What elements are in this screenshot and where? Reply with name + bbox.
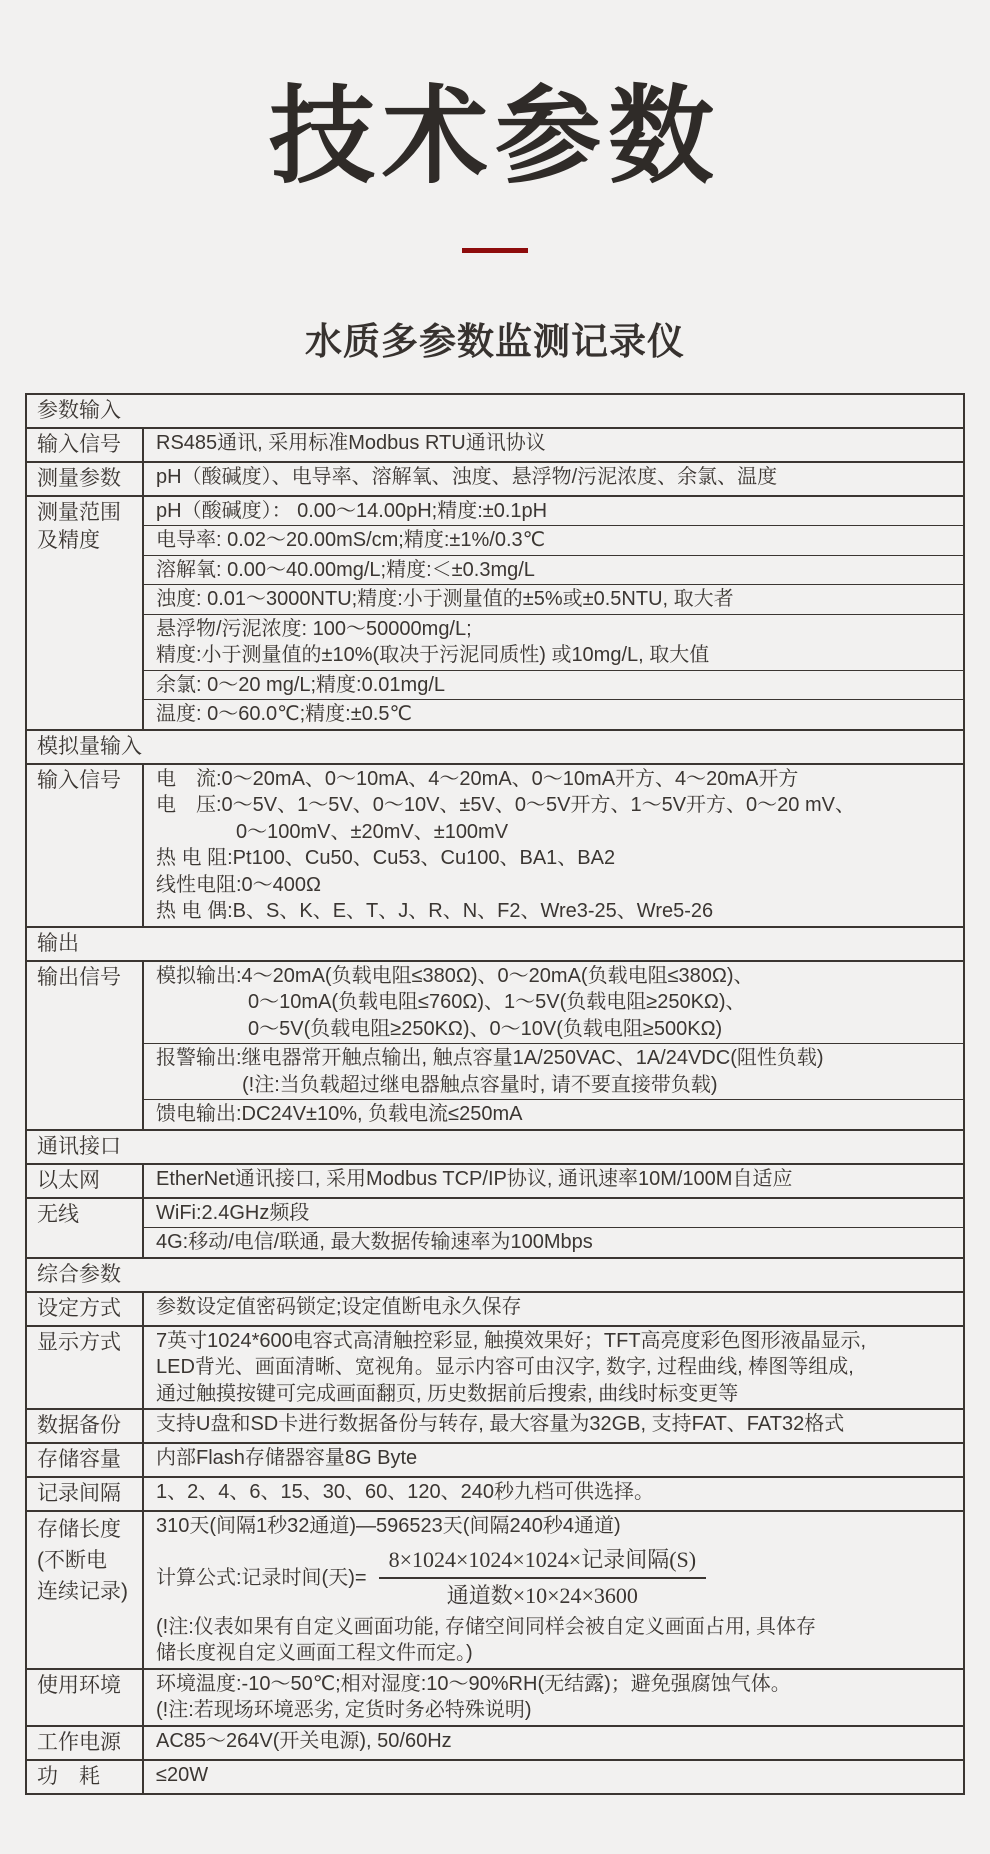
value-line: 0～100mV、±20mV、±100mV (236, 820, 509, 843)
row-label-line: 输出信号 (37, 965, 121, 989)
row-label-line: 输入信号 (37, 432, 121, 456)
row-value (143, 1669, 964, 1726)
value-line: 电 压:0～5V、1～5V、0～10V、±5V、0～5V开方、1～5V开方、0～20 mV、 (156, 794, 855, 817)
value-line: 310天(间隔1秒32通道)—596523天(间隔240秒4通道) (156, 1515, 621, 1538)
row-value (143, 1198, 964, 1228)
value-line: 环境温度:-10～50℃;相对湿度:10～90%RH(无结露)；避免强腐蚀气体。 (156, 1672, 791, 1695)
section-label: 通讯接口 (26, 1130, 964, 1164)
row-value (143, 1228, 964, 1258)
value-line: pH（酸碱度）、电导率、溶解氧、浊度、悬浮物/污泥浓度、余氯、温度 (156, 465, 778, 488)
value-line: 温度: 0～60.0℃;精度:±0.5℃ (156, 703, 412, 726)
section-label: 综合参数 (26, 1258, 964, 1292)
value-line: 支持U盘和SD卡进行数据备份与转存, 最大容量为32GB, 支持FAT、FAT32格式 (156, 1413, 845, 1436)
value-line: 余氯: 0～20 mg/L;精度:0.01mg/L (156, 673, 446, 696)
title-divider (462, 248, 528, 253)
section-row (26, 394, 964, 428)
value-line: 0～5V(负载电阻≥250KΩ)、0～10V(负载电阻≥500KΩ) (248, 1017, 723, 1040)
row-value (143, 1511, 964, 1669)
value-line: 7英寸1024*600电容式高清触控彩显, 触摸效果好；TFT高亮度彩色图形液晶显示, (156, 1329, 867, 1352)
row-label-line: 设定方式 (37, 1296, 121, 1320)
row-value (143, 1044, 964, 1100)
value-line: RS485通讯, 采用标准Modbus RTU通讯协议 (156, 431, 546, 454)
section-label: 模拟量输入 (26, 730, 964, 764)
section-row (26, 1258, 964, 1292)
spec-row (26, 1443, 964, 1477)
row-value (143, 1726, 964, 1760)
spec-row (26, 1669, 964, 1726)
row-label-line: 测量范围 (37, 500, 121, 524)
row-value (143, 1164, 964, 1198)
value-line: 模拟输出:4～20mA(负载电阻≤380Ω)、0～20mA(负载电阻≤380Ω)、 (156, 964, 754, 987)
row-label-line: 工作电源 (37, 1730, 121, 1754)
spec-row (26, 764, 964, 927)
value-line: 4G:移动/电信/联通, 最大数据传输速率为100Mbps (156, 1231, 593, 1254)
row-label-line: 及精度 (37, 528, 100, 552)
value-line: 0～10mA(负载电阻≤760Ω)、1～5V(负载电阻≥250KΩ)、 (248, 991, 746, 1014)
value-line: LED背光、画面清晰、宽视角。显示内容可由汉字, 数字, 过程曲线, 棒图等组成, (156, 1356, 854, 1379)
spec-row (26, 526, 964, 556)
spec-row (26, 585, 964, 615)
value-line: ≤20W (156, 1763, 209, 1786)
value-line: 线性电阻:0～400Ω (156, 873, 321, 896)
section-label: 参数输入 (26, 394, 964, 428)
row-value (143, 614, 964, 670)
row-label-line: 显示方式 (37, 1330, 121, 1354)
value-line: 通过触摸按键可完成画面翻页, 历史数据前后搜索, 曲线时标变更等 (156, 1382, 739, 1405)
row-value (143, 462, 964, 496)
row-label-line: 数据备份 (37, 1414, 121, 1438)
spec-table (25, 393, 965, 1795)
row-label (26, 1726, 143, 1760)
formula-fraction (379, 1548, 707, 1608)
spec-row (26, 428, 964, 462)
value-line: (!注:当负载超过继电器触点容量时, 请不要直接带负载) (242, 1073, 718, 1096)
row-label-line: (不断电 (37, 1549, 107, 1573)
section-row (26, 730, 964, 764)
spec-row (26, 1409, 964, 1443)
value-line: 报警输出:继电器常开触点输出, 触点容量1A/250VAC、1A/24VDC(阻性负载) (156, 1047, 824, 1070)
formula-numerator: 8×1024×1024×1024×记录间隔(S) (379, 1548, 707, 1579)
row-value (143, 1443, 964, 1477)
row-value (143, 1326, 964, 1410)
row-label-line: 功 耗 (37, 1764, 100, 1788)
section-label: 输出 (26, 927, 964, 961)
section-row (26, 1130, 964, 1164)
row-value (143, 1477, 964, 1511)
row-value (143, 1409, 964, 1443)
row-label-line: 无线 (37, 1202, 79, 1226)
row-value (143, 670, 964, 700)
value-line: 1、2、4、6、15、30、60、120、240秒九档可供选择。 (156, 1481, 654, 1504)
spec-row (26, 1760, 964, 1794)
spec-row (26, 1292, 964, 1326)
row-label (26, 1198, 143, 1258)
row-label-line: 连续记录) (37, 1580, 128, 1604)
row-value (143, 428, 964, 462)
row-label-line: 记录间隔 (37, 1482, 121, 1506)
spec-row (26, 700, 964, 730)
value-line: (!注:若现场环境恶劣, 定货时务必特殊说明) (156, 1699, 532, 1722)
product-name: 水质多参数监测记录仪 (305, 320, 685, 362)
row-value (143, 764, 964, 927)
spec-row (26, 1198, 964, 1228)
value-line: (!注:仪表如果有自定义画面功能, 存储空间同样会被自定义画面占用, 具体存 (156, 1615, 816, 1638)
spec-row (26, 1477, 964, 1511)
formula-prefix: 计算公式:记录时间(天)= (156, 1566, 367, 1589)
row-label (26, 496, 143, 730)
row-label (26, 428, 143, 462)
row-label (26, 1669, 143, 1726)
row-label (26, 1511, 143, 1669)
row-label (26, 1443, 143, 1477)
value-line: 热 电 阻:Pt100、Cu50、Cu53、Cu100、BA1、BA2 (156, 847, 616, 870)
value-line: pH（酸碱度）： 0.00～14.00pH;精度:±0.1pH (156, 499, 548, 522)
value-line: WiFi:2.4GHz频段 (156, 1201, 310, 1224)
row-label (26, 764, 143, 927)
value-line: 内部Flash存储器容量8G Byte (156, 1447, 418, 1470)
spec-row (26, 961, 964, 1044)
spec-row (26, 1228, 964, 1258)
spec-row (26, 1164, 964, 1198)
value-line: 参数设定值密码锁定;设定值断电永久保存 (156, 1295, 522, 1318)
row-label-line: 使用环境 (37, 1673, 121, 1697)
spec-row (26, 555, 964, 585)
section-row (26, 927, 964, 961)
row-label (26, 1292, 143, 1326)
row-label (26, 1760, 143, 1794)
row-label (26, 1326, 143, 1410)
spec-row (26, 614, 964, 670)
spec-row (26, 1044, 964, 1100)
page-title: 技术参数 (269, 78, 721, 196)
row-label-line: 测量参数 (37, 466, 121, 490)
value-line: 馈电输出:DC24V±10%, 负载电流≤250mA (156, 1103, 523, 1126)
row-value (143, 1100, 964, 1130)
formula-denominator: 通道数×10×24×3600 (446, 1582, 638, 1608)
spec-row (26, 462, 964, 496)
row-value (143, 555, 964, 585)
row-label-line: 以太网 (37, 1168, 100, 1192)
spec-row (26, 1511, 964, 1669)
storage-formula (156, 1548, 951, 1608)
row-label (26, 1477, 143, 1511)
value-line: AC85～264V(开关电源), 50/60Hz (156, 1729, 452, 1752)
value-line: EtherNet通讯接口, 采用Modbus TCP/IP协议, 通讯速率10M/100M自适应 (156, 1167, 793, 1190)
spec-row (26, 670, 964, 700)
row-value (143, 526, 964, 556)
value-line: 精度:小于测量值的±10%(取决于污泥同质性) 或10mg/L, 取大值 (156, 644, 710, 667)
value-line: 电导率: 0.02～20.00mS/cm;精度:±1%/0.3℃ (156, 529, 546, 552)
row-label-line: 存储容量 (37, 1448, 121, 1472)
page (0, 70, 990, 1854)
spec-row (26, 1726, 964, 1760)
row-label-line: 存储长度 (37, 1518, 121, 1542)
row-value (143, 961, 964, 1044)
value-line: 电 流:0～20mA、0～10mA、4～20mA、0～10mA开方、4～20mA开方 (156, 767, 799, 790)
value-line: 溶解氧: 0.00～40.00mg/L;精度:＜±0.3mg/L (156, 558, 535, 581)
row-label (26, 462, 143, 496)
row-label (26, 1409, 143, 1443)
row-value (143, 700, 964, 730)
row-label (26, 961, 143, 1130)
row-label (26, 1164, 143, 1198)
row-value (143, 585, 964, 615)
spec-row (26, 496, 964, 526)
spec-row (26, 1326, 964, 1410)
row-value (143, 496, 964, 526)
row-value (143, 1760, 964, 1794)
value-line: 浊度: 0.01～3000NTU;精度:小于测量值的±5%或±0.5NTU, 取大者 (156, 588, 734, 611)
spec-row (26, 1100, 964, 1130)
value-line: 热 电 偶:B、S、K、E、T、J、R、N、F2、Wre3-25、Wre5-26 (156, 900, 714, 923)
value-line: 储长度视自定义画面工程文件而定。) (156, 1642, 473, 1665)
value-line: 悬浮物/污泥浓度: 100～50000mg/L; (156, 617, 472, 640)
row-value (143, 1292, 964, 1326)
row-label-line: 输入信号 (37, 768, 121, 792)
